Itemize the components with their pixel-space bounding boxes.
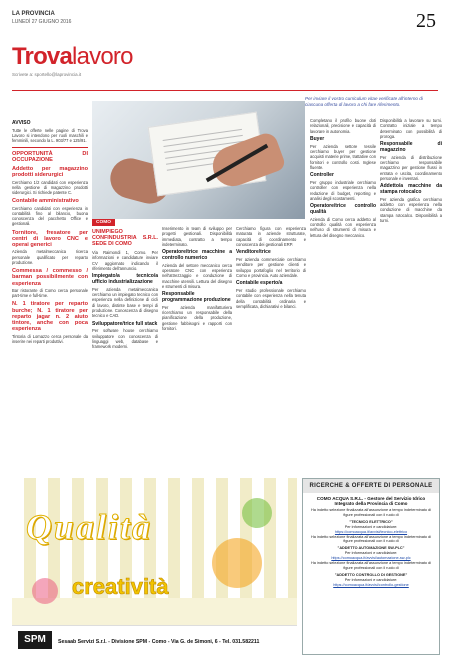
job-description: Bar ristorante di Como cerca personale part-time e full-time.: [12, 287, 88, 299]
job-title: Operatore/trice macchine a controllo numerico: [162, 249, 232, 261]
ad-info: Per informazioni e candidature:: [344, 577, 398, 582]
column-6: [380, 118, 442, 225]
page-number: 25: [416, 10, 436, 32]
job-title: Responsabile di magazzino: [380, 141, 442, 153]
ad-footer: [12, 625, 297, 655]
ad-body: [303, 493, 439, 591]
section-title-part1: Trova: [12, 43, 73, 70]
ad-intro: Ha indetto selezione finalizzata all'assunzione a tempo indeterminato di figure professionali con il ruolo di: [311, 534, 431, 544]
ad-decoration: [212, 538, 262, 588]
job-description: Completano il profilo buone doti relazionali, precisione e capacità di lavorare in autonomia.: [310, 118, 376, 134]
job-description: Azienda di Como cerca addetto al controllo qualità con esperienza nell'uso di strumenti di misura e lettura del disegno meccanico.: [310, 216, 376, 238]
job-description: Tintoria di Lomazzo cerca personale da inserire nei reparti produttivi.: [12, 333, 88, 344]
ad-headline: Qualità: [26, 507, 153, 547]
job-description: Azienda metalmeccanica ricerca personale qualificato per reparto produzione.: [12, 249, 88, 265]
column-3: [162, 226, 232, 333]
agency-intro: Via Raimondi 1, Como. Per informazioni e candidature inviare CV aggiornato indicando il riferimento dell'annuncio.: [92, 250, 158, 271]
job-description: Cerchiamo candidati con esperienza in contabilità fino al bilancio, buona conoscenza del pacchetto Office e gestionali.: [12, 205, 88, 227]
agency-heading: UNIMPIEGO CONFINDUSTRIA S.R.L. SEDE DI COMO: [92, 229, 158, 247]
ad-info: Per informazioni e candidature:: [344, 551, 398, 556]
notice-text: Tutte le offerte nelle pagine di Trova Lavoro si intendono per ruoli maschili e femminili, secondo la L. 903/77 e 125/91.: [12, 127, 88, 144]
job-description: Per azienda manifatturiera ricerchiamo un responsabile della pianificazione della produzione, gestione fabbisogni e rapporti con fornitori.: [162, 304, 232, 332]
ad-role: "ADDETTO CONTROLLO DI GESTIONE": [334, 572, 408, 577]
job-description: Disponibilità a lavorare su turni. Contratto iniziale a tempo determinato con possibilità di proroga.: [380, 118, 442, 139]
job-title: Responsabile programmazione produzione: [162, 291, 231, 304]
job-title: N. 1 tiratore per reparto burche; N. 1 tiratore per reparto jagar n. 2 aiuto tintore, anche con poca esperienza: [12, 301, 88, 333]
job-title: Contabile amministrativo: [12, 198, 79, 205]
job-description: Per studio professionale cerchiamo contabile con esperienza nella tenuta della contabilità ordinaria e semplificata, dichiarativi e bilanci.: [236, 287, 306, 309]
job-title: Sviluppatore/trice full stack: [92, 320, 158, 327]
notice-kicker: AVVISO: [12, 120, 31, 126]
job-description: Per azienda settore tessile cerchiamo buyer per gestione acquisti materie prime, trattative con fornitori e controllo costi. Inglese fluente.: [310, 143, 376, 170]
section-title: [12, 43, 133, 71]
ad-decoration: [32, 578, 58, 604]
job-description: Azienda del settore meccanico cerca operatore CNC con esperienza nell'attrezzaggio e conduzione di macchine utensili. Lettura del disegno e strumenti di misura.: [162, 262, 232, 289]
job-title: Controller: [310, 172, 334, 179]
ad-decoration: [242, 498, 272, 528]
ad-address: Sesaab Servizi S.r.l. - Divisione SPM - Como - Via G. de Simoni, 6 - Tel. 031.582211: [58, 639, 260, 645]
submission-notice: Per inviare il vostro curriculum vitae verificate all'interno di ciascuna offerta di lavoro a chi fare riferimento.: [305, 96, 423, 107]
photo-tag: COMO: [92, 219, 115, 226]
masthead: [10, 6, 440, 40]
job-description: Cerchiamo 1/2 candidati con esperienza nella gestione di magazzino prodotti siderurgici. Si richiede patente C.: [12, 179, 88, 196]
publication-name: LA PROVINCIA: [12, 11, 55, 17]
job-description: Per gruppo industriale cerchiamo controller con esperienza nella redazione di budget, reporting e analisi degli scostamenti.: [310, 179, 376, 201]
advertisement-job-offers: [302, 478, 440, 655]
job-title: Addetto per magazzino prodotti siderurgici: [12, 166, 88, 179]
ad-subline: creatività: [72, 574, 169, 599]
job-title: Impiegato/a tecnico/a ufficio industrializzazione: [92, 273, 158, 285]
column-heading: OPPORTUNITÀ DI OCCUPAZIONE: [12, 150, 88, 163]
job-description: Cerchiamo figura con esperienza maturata in aziende strutturate, capacità di coordinamento e conoscenza dei gestionali ERP.: [236, 226, 306, 247]
job-title: Addetto/a macchine da stampa rotocalco: [380, 183, 442, 196]
ad-organization: COMO ACQUA S.R.L. - Gestore del Servizio Idrico Integrato della Provincia di Como: [316, 496, 426, 506]
job-description: Per azienda grafica cerchiamo addetto con esperienza nella conduzione di macchine da stampa rotocalco. Disponibilità a turni.: [380, 196, 442, 224]
section-title-part2: lavoro: [72, 43, 133, 70]
job-title: Tornitore, fresatore per centri di lavoro CNC e operai generici: [12, 229, 88, 249]
job-description: Inserimento in team di sviluppo per progetti gestionali. Disponibilità immediata, contratto a tempo indeterminato.: [162, 226, 232, 247]
job-description: Per azienda metalmeccanica cerchiamo un impiegato tecnico con esperienza nella definizione di cicli di lavoro, distinte base e tempi di produzione. Conoscenza di disegno tecnico e CAD.: [92, 286, 158, 319]
ad-intro: Ha indetto selezione finalizzata all'assunzione a tempo indeterminato di figure professionali con il ruolo di: [311, 508, 431, 517]
advertisement-spm[interactable]: [12, 478, 297, 655]
job-list: [12, 166, 88, 344]
job-description: Per software house cerchiamo sviluppatore con conoscenza di linguaggi web, database e framework moderni.: [92, 328, 158, 350]
job-title: Commessa / commesso / barman possibilmente con esperienza: [12, 268, 88, 287]
left-column: [12, 118, 88, 346]
column-4: [236, 226, 306, 311]
ad-link[interactable]: https://comoacqua.it/avvisi/controllo-gestione: [333, 582, 409, 587]
ad-header: RICERCHE & OFFERTE DI PERSONALE: [303, 479, 439, 493]
ad-info: Per informazioni e candidature:: [344, 524, 398, 529]
ad-intro: Ha indetto selezione finalizzata all'assunzione a tempo indeterminato di figure professionali con il ruolo di: [311, 561, 431, 570]
column-rule: [12, 147, 88, 148]
spm-logo: SPM: [18, 631, 52, 649]
article-photo: [92, 101, 305, 219]
byline: Scrivete a: sportello@laprovincia.it: [12, 72, 82, 77]
job-title: Contabile esperto/a: [236, 280, 283, 287]
ad-role: "TECNICO ELETTRICO": [349, 519, 393, 524]
column-2: [92, 226, 158, 352]
issue-date: LUNEDÌ 27 GIUGNO 2016: [12, 19, 72, 25]
job-description: Per azienda di distribuzione cerchiamo responsabile magazzino per gestione flussi in entrata e uscita, coordinamento personale e inventari.: [380, 154, 442, 181]
ad-link[interactable]: https://comoacqua.it/avvisi/tecnico-elettrico: [334, 529, 408, 534]
ad-role: "ADDETTO AUTOMAZIONE SW-PLC": [337, 546, 405, 551]
job-title: Buyer: [310, 135, 325, 142]
job-title: Operatore/trice controllo qualità: [310, 203, 376, 215]
job-title: Venditore/trice: [236, 249, 271, 256]
section-divider: [12, 90, 438, 91]
column-5: [310, 118, 376, 240]
job-description: Per azienda commerciale cerchiamo venditore per gestione clienti e sviluppo portafoglio nel territorio di Como e provincia. Auto aziendale.: [236, 256, 306, 278]
ad-link[interactable]: https://comoacqua.it/avvisi/automazione-sw-plc: [331, 556, 411, 561]
